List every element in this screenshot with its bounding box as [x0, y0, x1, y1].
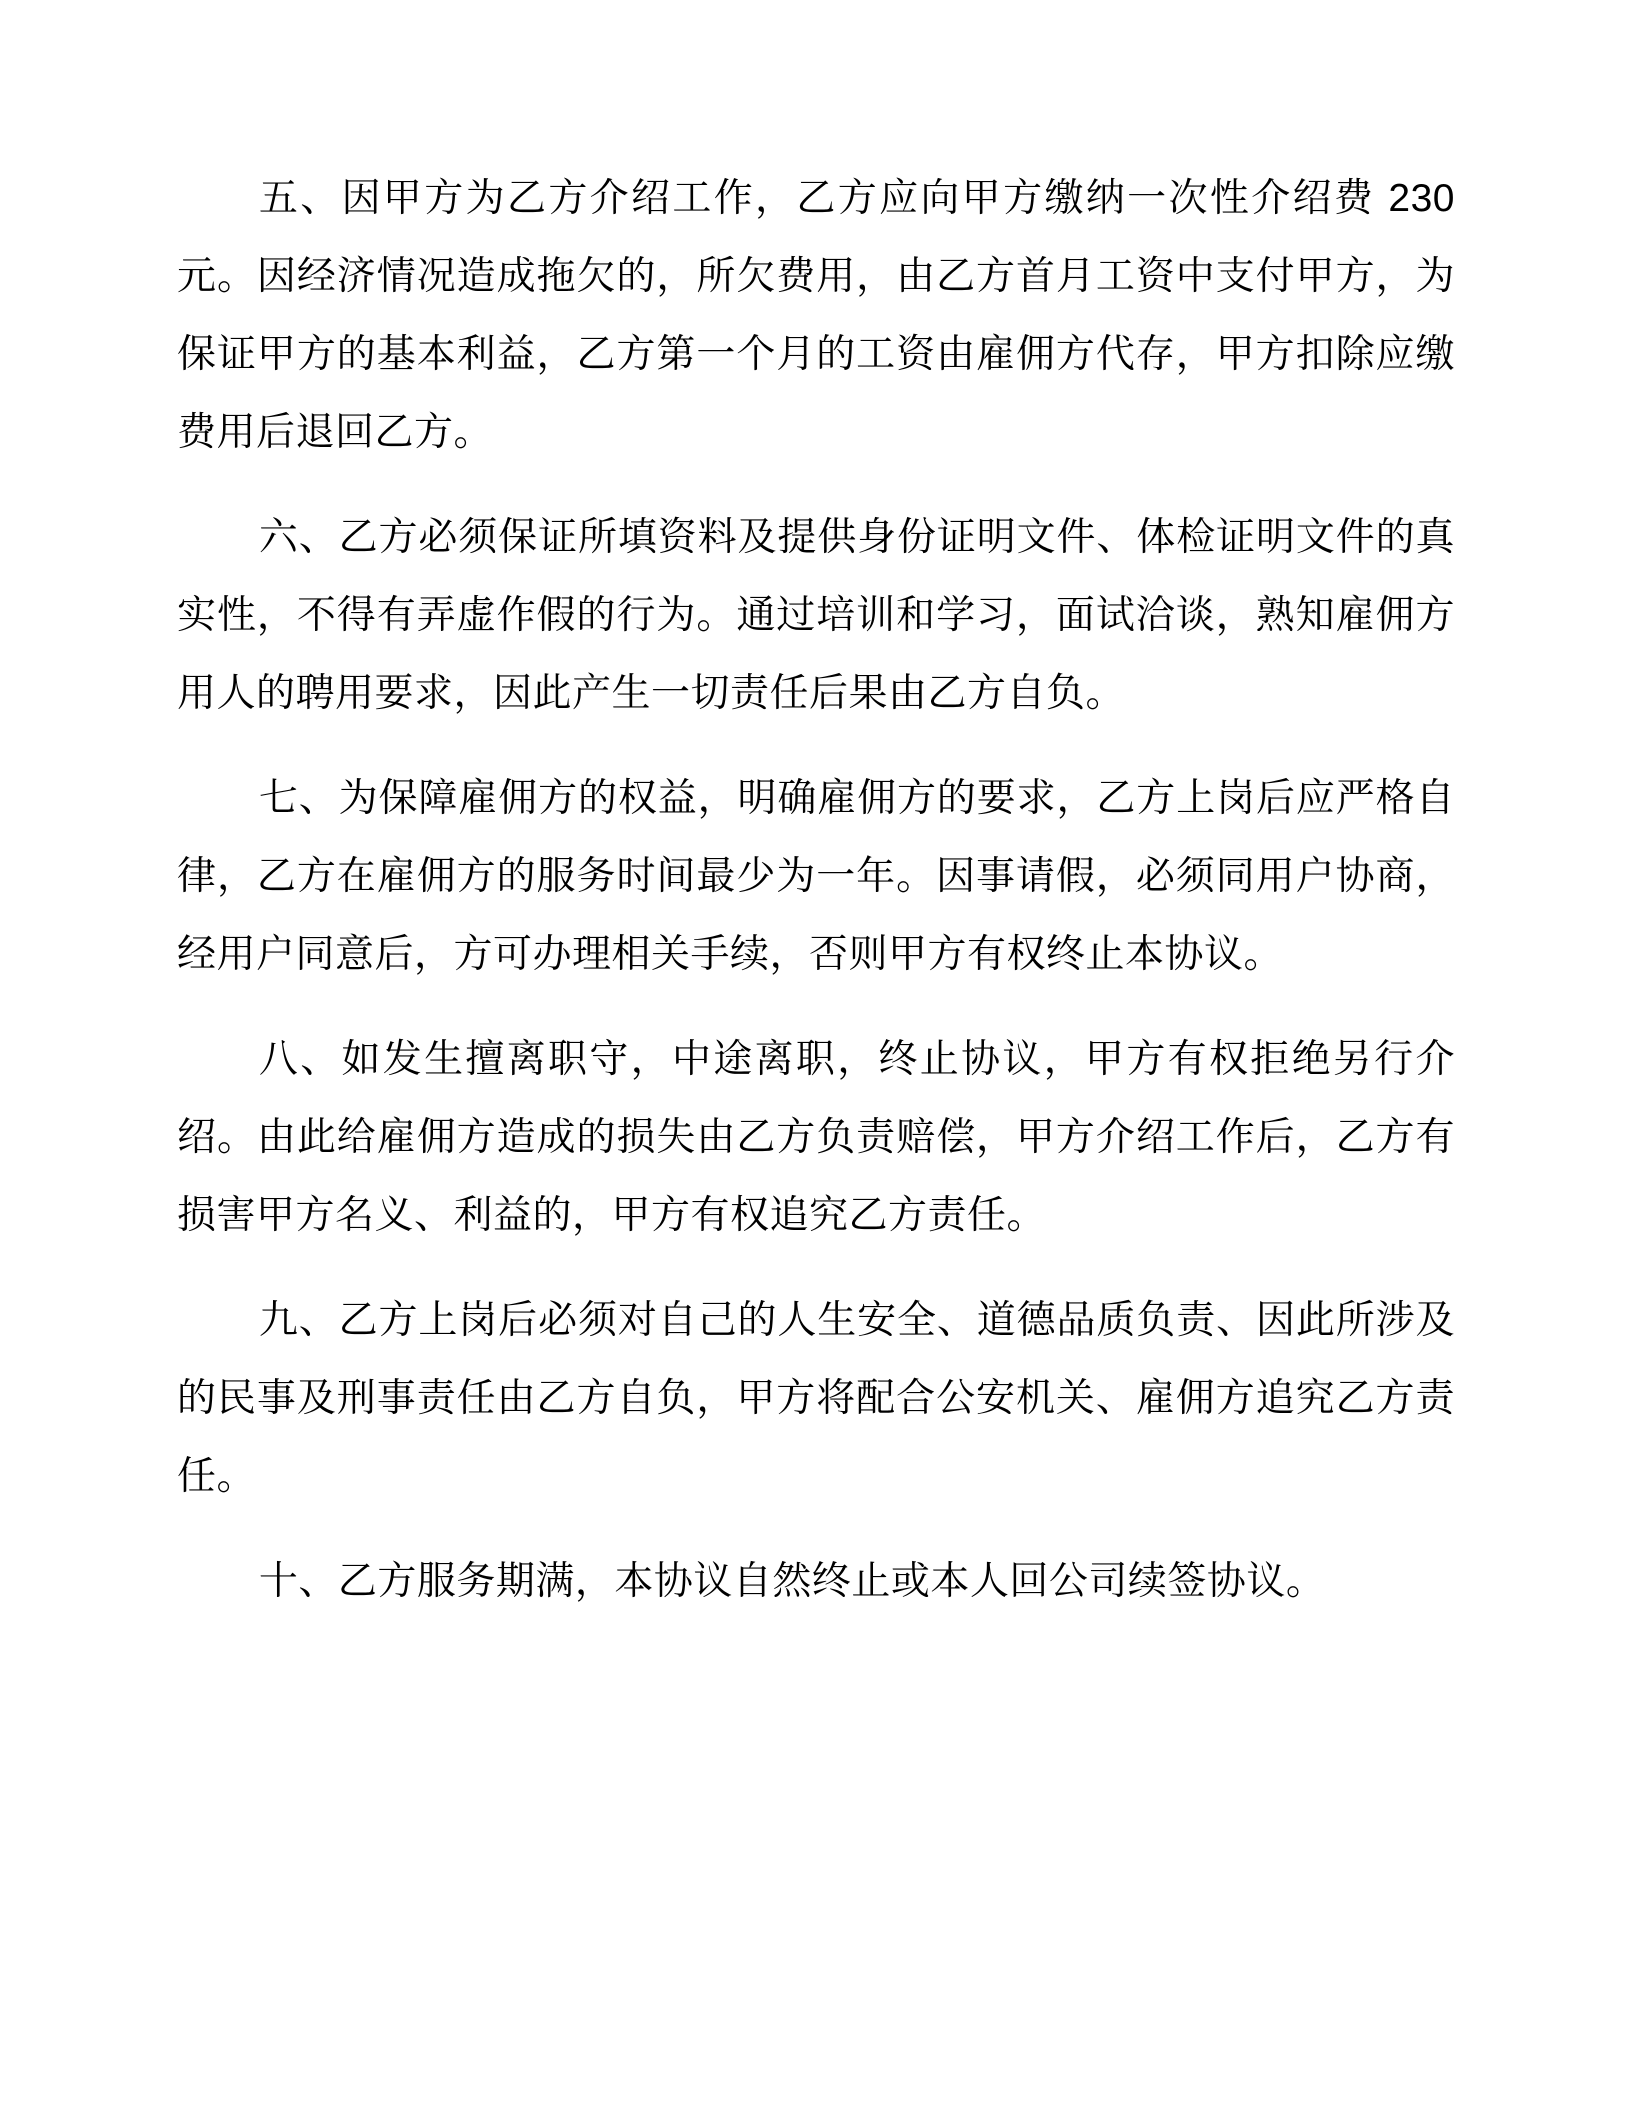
clause-10-paragraph: 十、乙方服务期满，本协议自然终止或本人回公司续签协议。 — [258, 1560, 1326, 1603]
clause-5-paragraph: 五、因甲方为乙方介绍工作，乙方应向甲方缴纳一次性介绍费 230 元。因经济情况造成拖欠的，所欠费用，由乙方首月工资中支付甲方，为保证甲方的基本利益，乙方第一个月的工资由雇佣方代存，甲方扣除应缴费用后退回乙方。 — [177, 177, 1455, 454]
clause-6-paragraph: 六、乙方必须保证所填资料及提供身份证明文件、体检证明文件的真实性，不得有弄虚作假的行为。通过培训和学习，面试洽谈，熟知雇佣方用人的聘用要求，因此产生一切责任后果由乙方自负。 — [177, 516, 1455, 715]
clause-9-paragraph: 九、乙方上岗后必须对自己的人生安全、道德品质负责、因此所涉及的民事及刑事责任由乙方自负，甲方将配合公安机关、雇佣方追究乙方责任。 — [177, 1299, 1455, 1498]
clause-8-paragraph: 八、如发生擅离职守，中途离职，终止协议，甲方有权拒绝另行介绍。由此给雇佣方造成的损失由乙方负责赔偿，甲方介绍工作后，乙方有损害甲方名义、利益的，甲方有权追究乙方责任。 — [177, 1038, 1455, 1237]
document-content — [177, 160, 1455, 1648]
clause-7-paragraph: 七、为保障雇佣方的权益，明确雇佣方的要求，乙方上岗后应严格自律，乙方在雇佣方的服务时间最少为一年。因事请假，必须同用户协商，经用户同意后，方可办理相关手续，否则甲方有权终止本协议。 — [177, 777, 1455, 976]
